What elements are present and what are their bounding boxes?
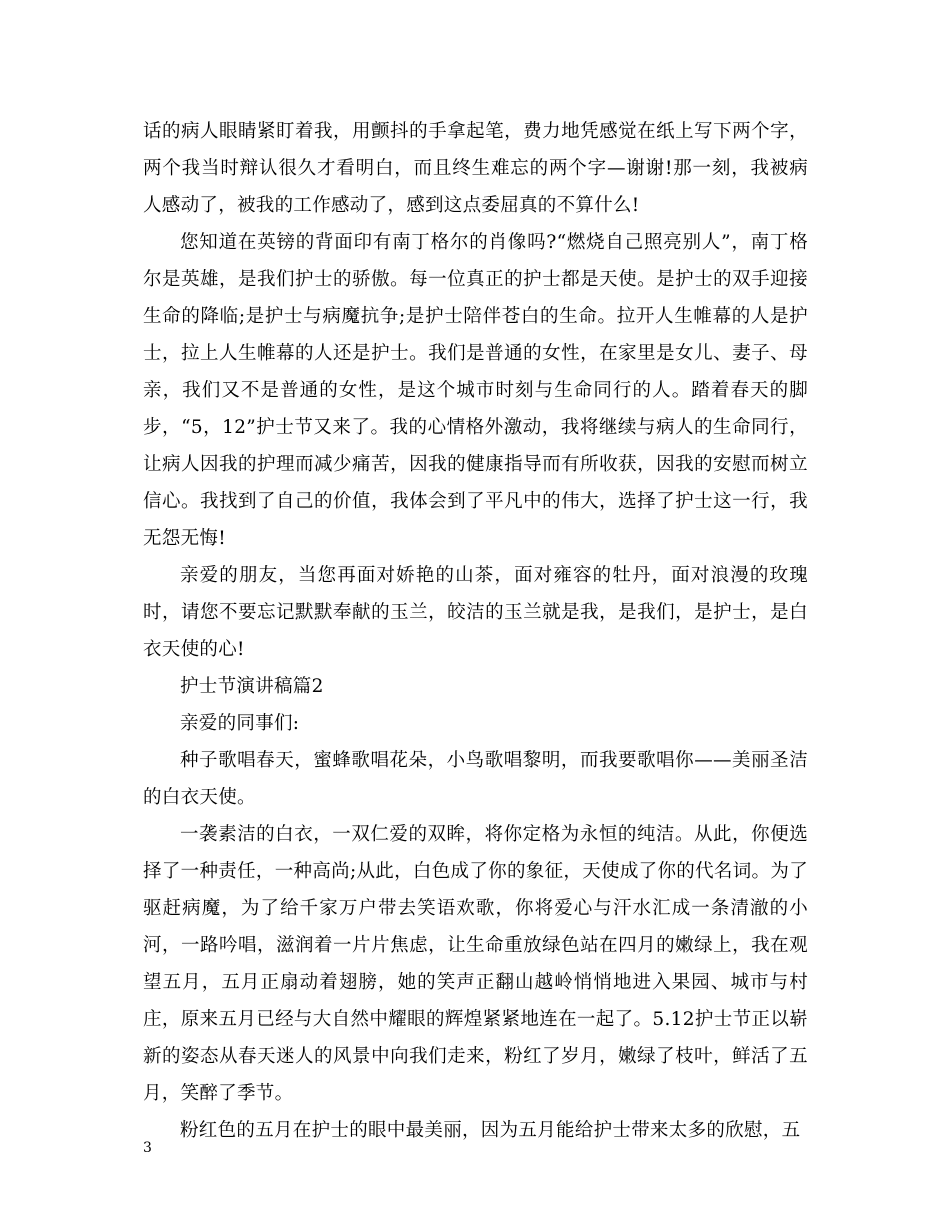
paragraph-spring-song: 种子歌唱春天，蜜蜂歌唱花朵，小鸟歌唱黎明，而我要歌唱你——美丽圣洁的白衣天使。 bbox=[143, 750, 808, 808]
document-body bbox=[143, 113, 808, 1149]
paragraph-pink-may: 粉红色的五月在护士的眼中最美丽，因为五月能给护士带来太多的欣慰，五 bbox=[180, 1120, 801, 1141]
section-heading: 护士节演讲稿篇2 bbox=[180, 676, 324, 697]
paragraph-nightingale: 您知道在英镑的背面印有南丁格尔的肖像吗?“燃烧自己照亮别人”，南丁格尔是英雄，是我们护士的骄傲。每一位真正的护士都是天使。是护士的双手迎接生命的降临;是护士与病魔抗争;是护士陪伴苍白的生命。拉开人生帷幕的人是护士，拉上人生帷幕的人还是护士。我们是普通的女性，在家里是女儿、妻子、母亲，我们又不是普通的女性，是这个城市时刻与生命同行的人。踏着春天的脚步，“5，12”护士节又来了。我的心情格外激动，我将继续与病人的生命同行，让病人因我的护理而减少痛苦，因我的健康指导而有所收获，因我的安慰而树立信心。我找到了自己的价值，我体会到了平凡中的伟大，选择了护士这一行，我无怨无悔! bbox=[143, 232, 808, 549]
paragraph-white-robe: 一袭素洁的白衣，一双仁爱的双眸，将你定格为永恒的纯洁。从此，你便选择了一种责任，一种高尚;从此，白色成了你的象征，天使成了你的代名词。为了驱赶病魔，为了给千家万户带去笑语欢歌，你将爱心与汗水汇成一条清澈的小河，一路吟唱，滋润着一片片焦虑，让生命重放绿色站在四月的嫩绿上，我在观望五月，五月正扇动着翅膀，她的笑声正翻山越岭悄悄地进入果园、城市与村庄，原来五月已经与大自然中耀眼的辉煌紧紧地连在一起了。5.12护士节正以崭新的姿态从春天迷人的风景中向我们走来，粉红了岁月，嫩绿了枝叶，鲜活了五月，笑醉了季节。 bbox=[143, 824, 808, 1104]
paragraph-continued: 话的病人眼睛紧盯着我，用颤抖的手拿起笔，费力地凭感觉在纸上写下两个字，两个我当时辩认很久才看明白，而且终生难忘的两个字—谢谢!那一刻，我被病人感动了，被我的工作感动了，感到这点委屈真的不算什么! bbox=[143, 121, 808, 216]
paragraph-magnolia: 亲爱的朋友，当您再面对娇艳的山茶，面对雍容的牡丹，面对浪漫的玫瑰时，请您不要忘记默默奉献的玉兰，皎洁的玉兰就是我，是我们，是护士，是白衣天使的心! bbox=[143, 565, 808, 660]
page-number: 3 bbox=[143, 1140, 152, 1156]
salutation: 亲爱的同事们: bbox=[180, 713, 300, 734]
